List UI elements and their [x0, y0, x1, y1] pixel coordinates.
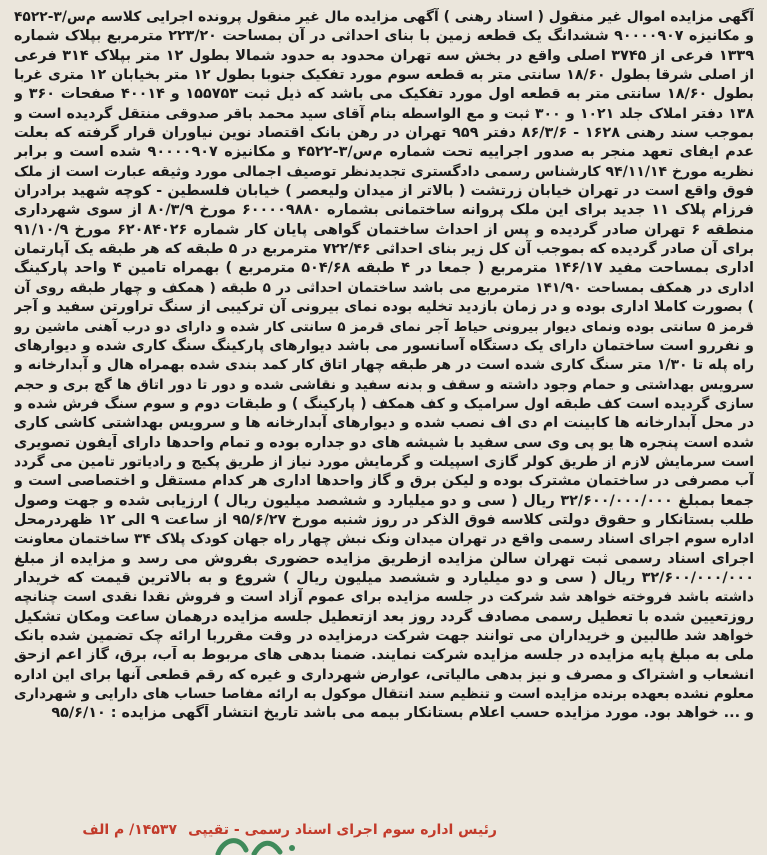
notice-line: فرزام پلاک ۱۱ جدید برای این ملک پروانه ساختمانی بشماره ۶۰۰۰۰۹۸۸۰ مورخ ۸۰/۳/۹ از سوی شهرداری: [14, 202, 754, 219]
notice-line: بموجب سند رهنی ۱۶۲۸ - ۸۶/۳/۶ دفتر ۹۵۹ تهران در رهن بانک اقتصاد نوین نیاوران قرار گرفته که بعلت: [14, 125, 754, 142]
notice-line: برای آن صادر گردیده که بموجب آن کل زیر بنای احداثی ۷۲۲/۴۶ مترمربع در ۵ طبقه که هر طبقه یک آپارتمان: [14, 241, 754, 258]
notice-line: جمعا بمبلغ ۳۲/۶۰۰/۰۰۰/۰۰۰ ریال ( سی و دو میلیارد و ششصد میلیون ریال ) ارزیابی شده و جهت وصول: [14, 492, 754, 509]
notice-line: عدم ایفای تعهد منجر به صدور اجراییه تحت شماره م‌س/۳-۴۵۲۲ و مکانیزه ۹۰۰۰۰۹۰۷ شده است و برابر: [14, 144, 754, 161]
notice-line: ) بصورت کاملا اداری بوده و در زمان بازدید تخلیه بوده نمای بیرونی آن ترکیبی از سنگ تراورتن سفید و آجر: [14, 299, 754, 316]
notice-line: و ... خواهد بود. مورد مزایده حسب اعلام بستانکار بیمه می باشد تاریخ انتشار آگهی مزایده : ۹۵/۶/۱۰: [51, 705, 754, 722]
notice-line: از اصلی شرقا بطول ۱۸/۶۰ سانتی متر به قطعه سوم مورد تفکیک جنوبا بطول ۱۲ متر بخیابان ۱۲ متری غربا: [14, 67, 754, 84]
notice-line: فوق واقع است در تهران خیابان زرتشت ( بالاتر از میدان ولیعصر ) خیابان فلسطین - کوچه شهید برادران: [14, 183, 754, 200]
notice-line: نظریه مورخ ۹۴/۱۱/۱۴ کارشناس رسمی دادگستری تجدیدنظر توصیف اجمالی مورد وثیقه عبارت است از ملک: [14, 163, 754, 180]
signature-title: رئیس اداره سوم اجرای اسناد رسمی - تقیپی: [188, 822, 497, 838]
notice-line: ۳۲/۶۰۰/۰۰۰/۰۰۰ ریال ( سی و دو میلیارد و ششصد میلیون ریال ) شروع و به بالاترین قیمت که خریدار: [14, 569, 754, 586]
notice-line: و مکانیزه ۹۰۰۰۰۹۰۷ ششدانگ یک قطعه زمین با بنای احداثی در آن بمساحت ۲۲۳/۲۰ مترمربع بپلاک شماره: [14, 28, 754, 45]
notice-line: است سرمایش لازم از طریق کولر گازی اسپیلت و گرمایش مورد نیاز از طریق پکیج و رادیاتور تامین می گردد: [14, 453, 754, 470]
signature-line: [0, 822, 767, 846]
notice-line: ۱۳۳۹ فرعی از ۳۷۴۵ اصلی واقع در بخش سه تهران محدود به حدود شمالا بطول ۱۲ متر بپلاک ۳۱۴ فرعی: [14, 47, 754, 64]
notice-line: طلب بستانکار و حقوق دولتی کلاسه فوق الذکر در روز شنبه مورخ ۹۵/۶/۲۷ از ساعت ۹ الی ۱۲ ظهردرمحل: [14, 511, 754, 528]
auction-notice-text: [14, 8, 754, 724]
notice-line: شده است پنجره ها یو پی وی سی سفید با شیشه های دو جداره بوده و تمام واحدها دارای آیفون تصویری: [14, 434, 754, 451]
notice-line: قرمز ۵ سانتی بوده ونمای دیوار بیرونی حیاط آجر نمای قرمز ۵ سانتی کار شده و دارای دو درب آهنی ماشین رو: [14, 319, 754, 335]
notice-line: اداری بمساحت مفید ۱۴۶/۱۷ مترمربع ( جمعا در ۴ طبقه ۵۰۴/۶۸ مترمربع ) بهمراه تامین ۴ واحد پارکینگ: [14, 260, 754, 277]
notice-line: آب مصرفی در ساختمان مشترک بوده و لیکن برق و گاز واحدها اداری هر کدام مستقل و اختصاصی است و: [14, 473, 754, 490]
notice-line: روزتعیین شده با تعطیل رسمی مصادف گردد روز بعد ازتعطیل جلسه مزایده درهمان ساعت ومکان تشکیل: [14, 608, 754, 625]
stamp-fragment-icon: [210, 832, 300, 855]
notice-line: منطقه ۶ تهران صادر گردیده و پس از احداث ساختمان گواهی پایان کار شماره ۶۲۰۸۴۰۲۶ مورخ ۹۱/۱۰/۹: [14, 221, 754, 238]
notice-line: معلوم نشده بعهده برنده مزایده است و تنظیم سند انتقال موکول به ارائه مفاصا حساب های دارایی و شهرداری: [14, 686, 754, 703]
notice-line: داشته باشد فروخته خواهد شد شرکت در جلسه مزایده برای عموم آزاد است و فروش نقدا نقدی است چنانچه: [14, 589, 754, 606]
notice-line: و نفررو است ساختمان دارای یک دستگاه آسانسور می باشد دیوارهای پارکینگ سنگ کاری شده و دیوارهای: [14, 337, 754, 354]
notice-line: ۱۳۸ دفتر املاک جلد ۱۰۲۱ و ۳۰۰ ثبت و مع الواسطه بنام آقای سید محمد باقر صدوقی منتقل گردیده است و: [14, 105, 754, 122]
notice-line: ملی به مبلغ پایه مزایده در جلسه مزایده شرکت نمایند. ضمنا بدهی های مربوط به آب، برق، گاز اعم ازحق: [14, 647, 754, 664]
notice-line: اجرای اسناد رسمی ثبت تهران سالن مزایده ازطریق مزایده حضوری بفروش می رسد و مزایده از مبلغ: [14, 550, 754, 567]
notice-line: اداری در همکف بمساحت ۱۴۱/۹۰ مترمربع می باشد ساختمان احداثی در ۵ طبقه ( همکف و چهار طبقه روی آن: [14, 279, 754, 296]
notice-line: سازی گردیده است کف طبقه اول سرامیک و کف همکف ( پارکینگ ) و طبقات دوم و سوم سنگ فرش شده و: [14, 395, 754, 412]
notice-line: اداره سوم اجرای اسناد رسمی واقع در تهران میدان ونک نبش چهار راه جهان کودک پلاک ۳۴ ساختمان معاونت: [14, 531, 754, 548]
notice-line: سرویس بهداشتی و حمام وجود داشته و سقف و بدنه سفید و نقاشی شده و دور تا دور اتاق ها گچ بری و حجم: [14, 376, 754, 393]
notice-line: خواهد شد طالبین و خریداران می توانند جهت شرکت درمزایده در وقت مقرربا ارائه چک تضمین شده بانک: [14, 628, 754, 644]
notice-line: بطول ۱۸/۶۰ سانتی متر به قطعه اول مورد تفکیک می باشد که ذیل ثبت ۱۵۵۷۵۳ و ۴۰۰۱۴ صفحات ۳۶۰ و: [14, 86, 754, 103]
notice-line: راه پله تا ۱/۳۰ متر سنگ کاری شده است در هر طبقه چهار اتاق کار کمد بندی شده بهمراه هال و آبدارخانه و: [14, 357, 754, 374]
notice-line: انشعاب و اشتراک و مصرف و نیز بدهی مالیاتی، عوارض شهرداری و غیره که رقم قطعی آنها برای این اداره: [14, 666, 754, 683]
notice-line: آگهی مزایده اموال غیر منقول ( اسناد رهنی ) آگهی مزایده مال غیر منقول پرونده اجرایی کلاسه م‌س/۳-۴۵۲۲: [14, 9, 754, 25]
notice-line: در محل آبدارخانه ها کابینت ام دی اف نصب شده و دیوارهای آبدارخانه ها و سرویس بهداشتی کاشی کاری: [14, 415, 754, 432]
notice-code: ۱۴۵۳۷/ م الف: [82, 822, 177, 838]
